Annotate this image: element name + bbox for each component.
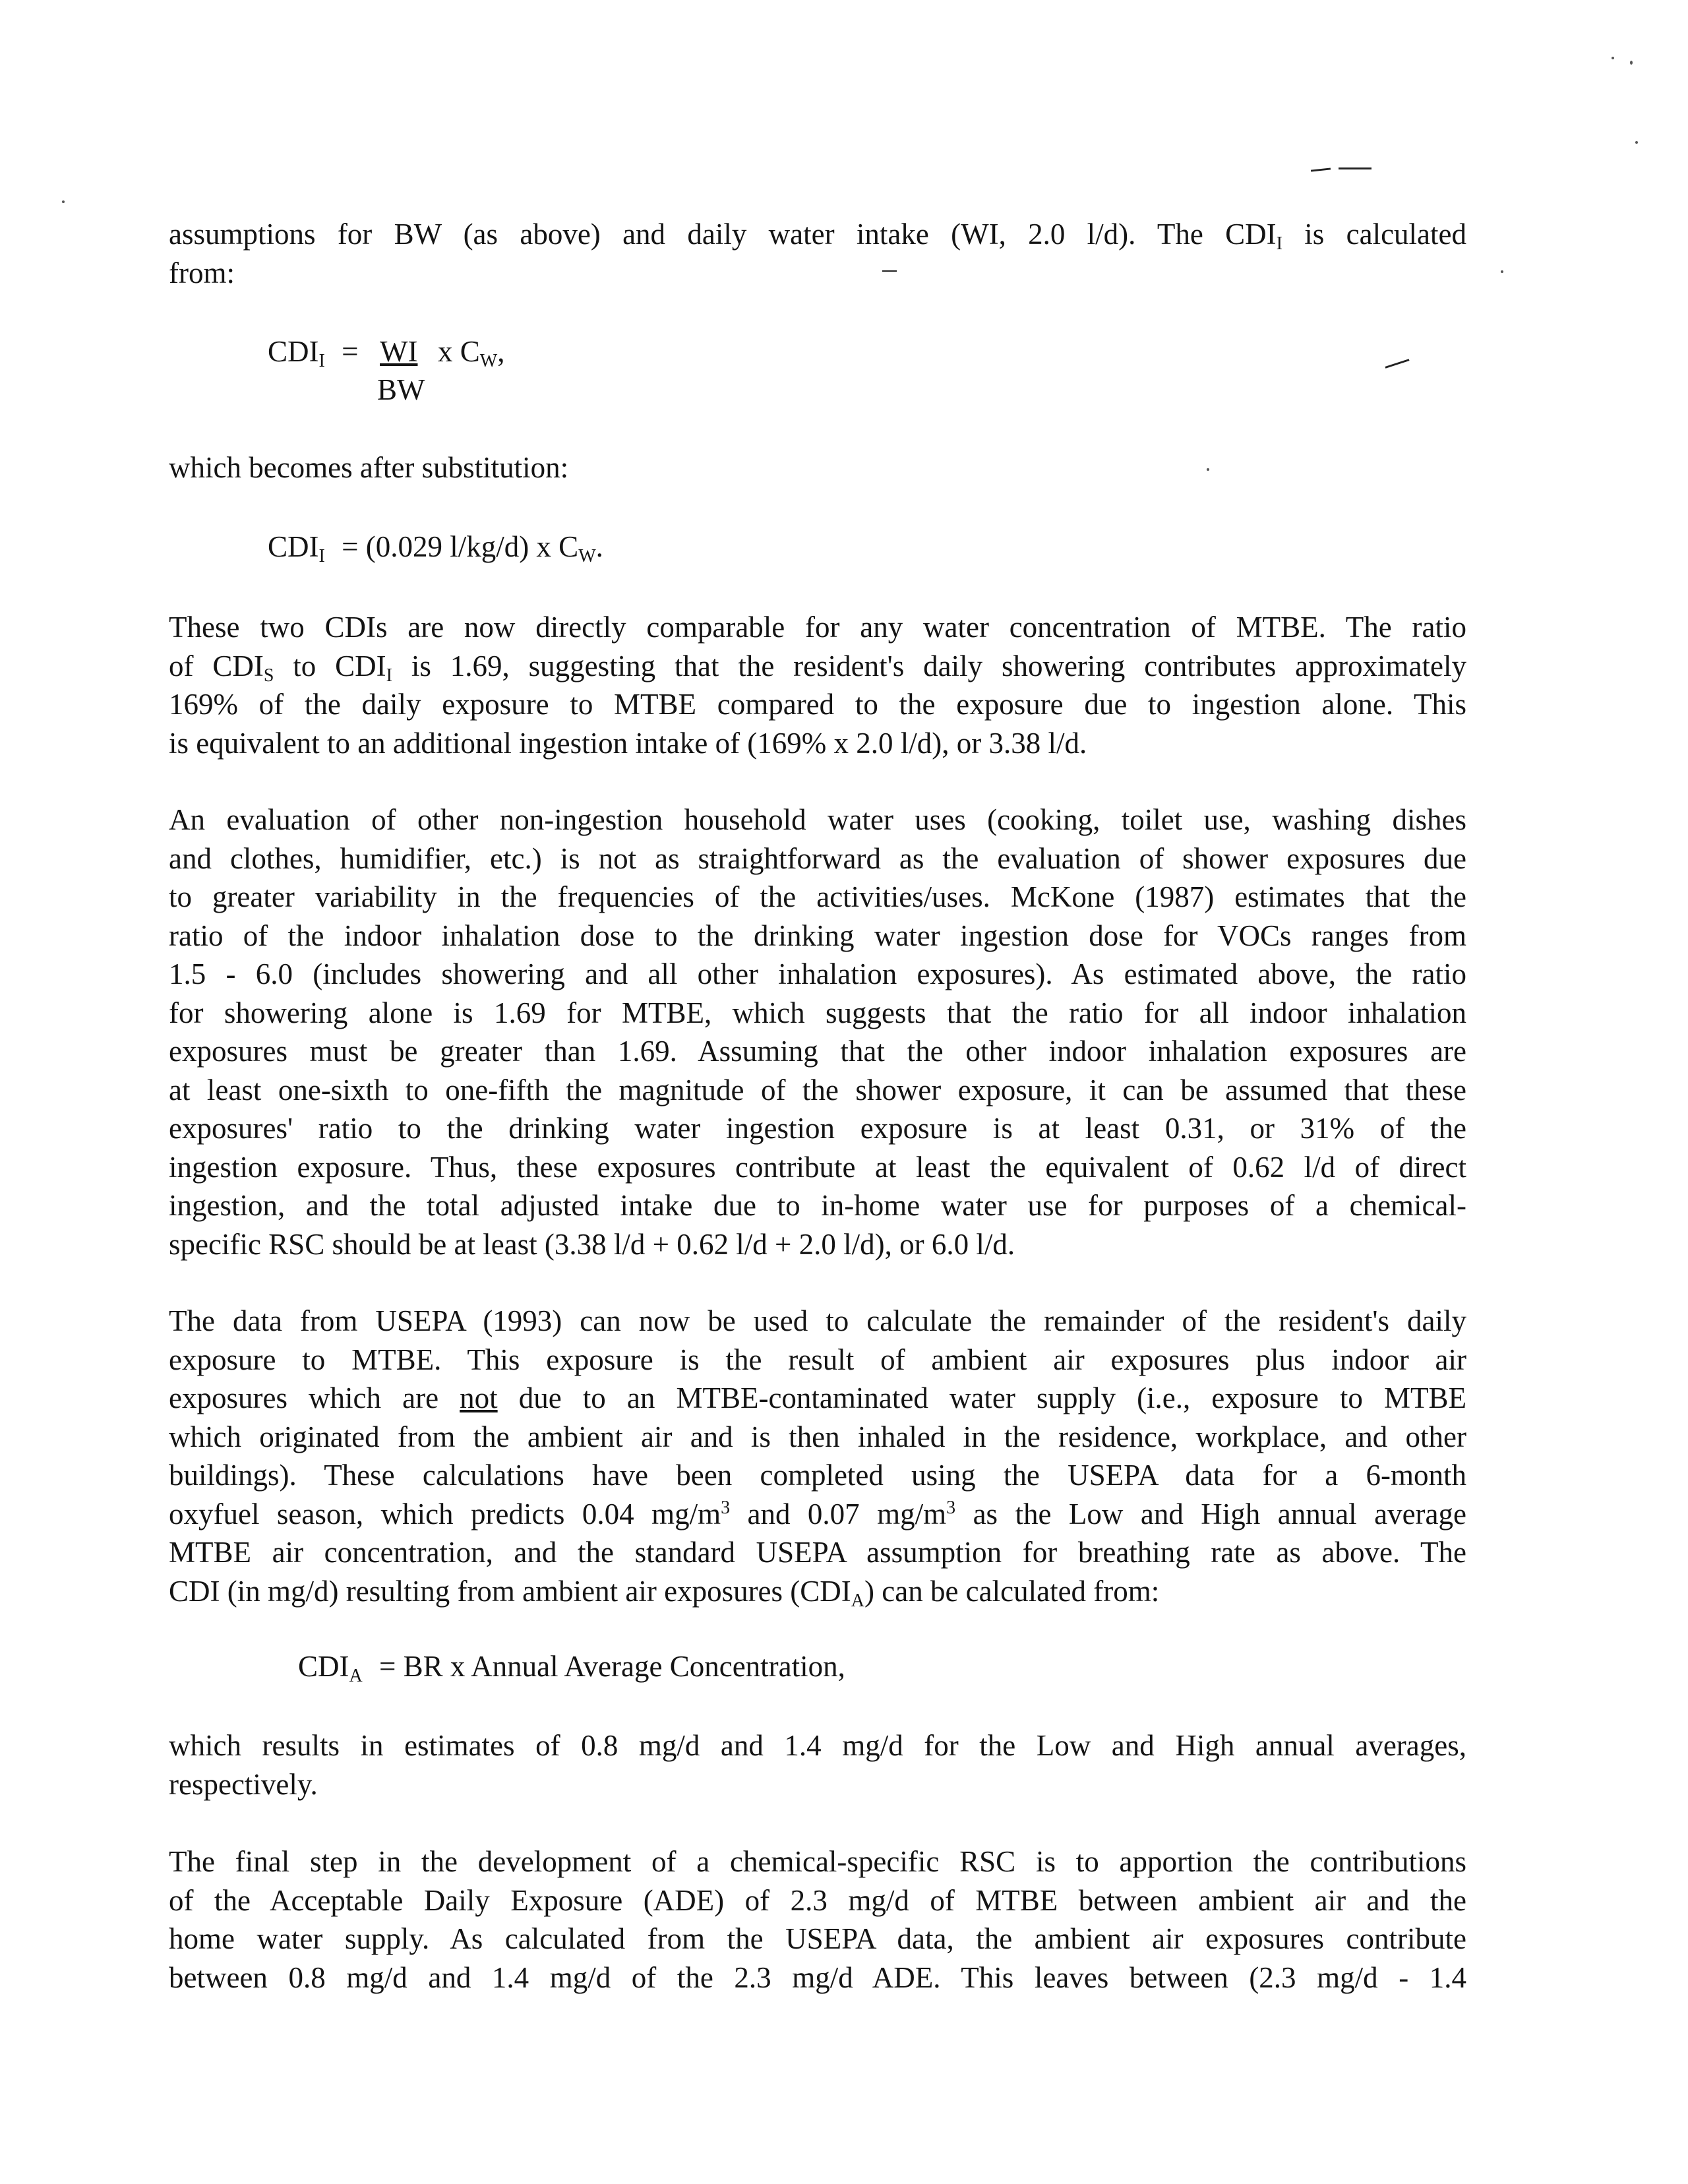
text-line: for showering alone is 1.69 for MTBE, which suggests that the ratio for all indoor inhalation [169, 996, 1466, 1029]
text-line: at least one-sixth to one-fifth the magnitude of the shower exposure, it can be assumed that these [169, 1073, 1466, 1107]
eq-lhs: CDI [268, 530, 319, 563]
text-line: 1.5 - 6.0 (includes showering and all other inhalation exposures). As estimated above, the ratio [169, 957, 1466, 990]
eq-rhs [438, 332, 504, 371]
text-run: of CDI [169, 649, 264, 682]
text-line: MTBE air concentration, and the standard USEPA assumption for breathing rate as above. The [169, 1536, 1466, 1569]
text-line: to greater variability in the frequencies of the activities/uses. McKone (1987) estimates that the [169, 880, 1466, 913]
scan-speck [1612, 57, 1614, 59]
scan-mark [882, 270, 897, 272]
text-run: exposures which are [169, 1381, 460, 1414]
paragraph-household-uses [169, 801, 1466, 1263]
text-run: ) can be calculated from: [864, 1574, 1160, 1608]
text-line: exposures must be greater than 1.69. Assuming that the other indoor inhalation exposures are [169, 1035, 1466, 1068]
text-line [169, 647, 1466, 686]
text-run: CDI (in mg/d) resulting from ambient air exposures (CDI [169, 1574, 851, 1608]
eq-denominator [377, 371, 425, 409]
eq-rhs-text: = BR x Annual Average Concentration, [378, 1650, 845, 1683]
text-line: An evaluation of other non-ingestion household water uses (cooking, toilet use, washing dishes [169, 803, 1466, 836]
subscript: A [851, 1590, 865, 1611]
paragraph-assumptions [169, 215, 1466, 292]
eq-end: . [595, 530, 603, 563]
numerator-text: WI [380, 335, 418, 368]
text-line: exposure to MTBE. This exposure is the result of ambient air exposures plus indoor air [169, 1343, 1466, 1376]
paragraph-final-step [169, 1842, 1466, 1997]
text-line: is equivalent to an additional ingestion intake of (169% x 2.0 l/d), or 3.38 l/d. [169, 726, 1087, 760]
equation-cdi-ingestion [268, 332, 358, 371]
subscript: A [349, 1666, 363, 1686]
text-run: and 0.07 mg/m [730, 1497, 947, 1531]
text-line: which originated from the ambient air and is then inhaled in the residence, workplace, and other [169, 1420, 1466, 1453]
equation-cdi-substituted [268, 528, 603, 566]
equation-cdi-ambient [298, 1647, 845, 1685]
text-line [169, 1572, 1466, 1611]
superscript: 3 [721, 1497, 731, 1518]
underlined-not: not [460, 1381, 498, 1414]
paragraph-comparison [169, 608, 1466, 762]
text-line: between 0.8 mg/d and 1.4 mg/d of the 2.3 mg/d ADE. This leaves between (2.3 mg/d - 1.4 [169, 1960, 1466, 1994]
text-run: due to an MTBE-contaminated water supply (i.e., exposure to MTBE [497, 1381, 1466, 1414]
paragraph-estimates [169, 1726, 1466, 1804]
paragraph-usepa-data [169, 1302, 1466, 1610]
scan-speck [1630, 61, 1633, 65]
eq-rhs-text: = (0.029 l/kg/d) x C [342, 530, 579, 563]
scan-mark [1339, 167, 1372, 169]
text-run: to CDI [274, 649, 386, 682]
eq-end: , [497, 335, 505, 368]
paragraph-substitution [169, 448, 1466, 487]
text-line: ingestion exposure. Thus, these exposures contribute at least the equivalent of 0.62 l/d of direct [169, 1150, 1466, 1184]
scan-speck [1635, 141, 1638, 144]
text-line: ratio of the indoor inhalation dose to the drinking water ingestion dose for VOCs ranges from [169, 919, 1466, 952]
scan-speck [1207, 468, 1209, 471]
text-line: The final step in the development of a chemical-specific RSC is to apportion the contributions [169, 1845, 1466, 1878]
text-line: The data from USEPA (1993) can now be used to calculate the remainder of the resident's daily [169, 1304, 1466, 1337]
subscript: I [386, 665, 392, 686]
text-line: which results in estimates of 0.8 mg/d and 1.4 mg/d for the Low and High annual averages, [169, 1729, 1466, 1762]
text-line [169, 1495, 1466, 1534]
text-line: buildings). These calculations have been completed using the USEPA data for a 6-month [169, 1459, 1466, 1492]
scan-mark [1385, 359, 1409, 369]
subscript: I [318, 546, 325, 566]
subscript: W [479, 351, 498, 371]
text-line [169, 1379, 1466, 1418]
text-line: and clothes, humidifier, etc.) is not as straightforward as the evaluation of shower exposures due [169, 841, 1466, 875]
text-run: oxyfuel season, which predicts 0.04 mg/m [169, 1497, 721, 1531]
text-run: as the Low and High annual average [955, 1497, 1466, 1531]
subscript: S [263, 665, 274, 686]
eq-rhs-text: x C [438, 335, 480, 368]
text-line: 169% of the daily exposure to MTBE compared to the exposure due to ingestion alone. This [169, 688, 1466, 721]
text-line: exposures' ratio to the drinking water ingestion exposure is at least 0.31, or 31% of the [169, 1112, 1466, 1145]
text-line: home water supply. As calculated from the USEPA data, the ambient air exposures contribute [169, 1922, 1466, 1955]
text-line: of the Acceptable Daily Exposure (ADE) of 2.3 mg/d of MTBE between ambient air and the [169, 1883, 1466, 1917]
denominator-text: BW [377, 373, 425, 406]
text-run: is 1.69, suggesting that the resident's daily showering contributes approximately [392, 649, 1467, 682]
eq-lhs: CDI [268, 335, 319, 368]
text-run: assumptions for BW (as above) and daily water intake (WI, 2.0 l/d). The CDI [169, 218, 1277, 251]
subscript: W [578, 546, 596, 566]
eq-equals: = [342, 335, 359, 368]
text-line: respectively. [169, 1767, 318, 1801]
text-line: ingestion, and the total adjusted intake due to in-home water use for purposes of a chemical- [169, 1189, 1466, 1222]
text-line: specific RSC should be at least (3.38 l/d + 0.62 l/d + 2.0 l/d), or 6.0 l/d. [169, 1227, 1015, 1261]
scan-speck [1501, 270, 1503, 273]
text-line [169, 215, 1466, 254]
text-run: is calculated [1282, 218, 1466, 251]
scan-speck [62, 200, 65, 203]
eq-numerator [380, 332, 417, 371]
eq-lhs: CDI [298, 1650, 349, 1683]
subscript: I [1276, 233, 1282, 254]
subscript: I [318, 351, 325, 371]
scan-mark [1311, 167, 1331, 171]
text-line: These two CDIs are now directly comparable for any water concentration of MTBE. The ratio [169, 611, 1466, 644]
text-line: from: [169, 256, 235, 289]
superscript: 3 [946, 1497, 956, 1518]
text-line: which becomes after substitution: [169, 451, 569, 484]
